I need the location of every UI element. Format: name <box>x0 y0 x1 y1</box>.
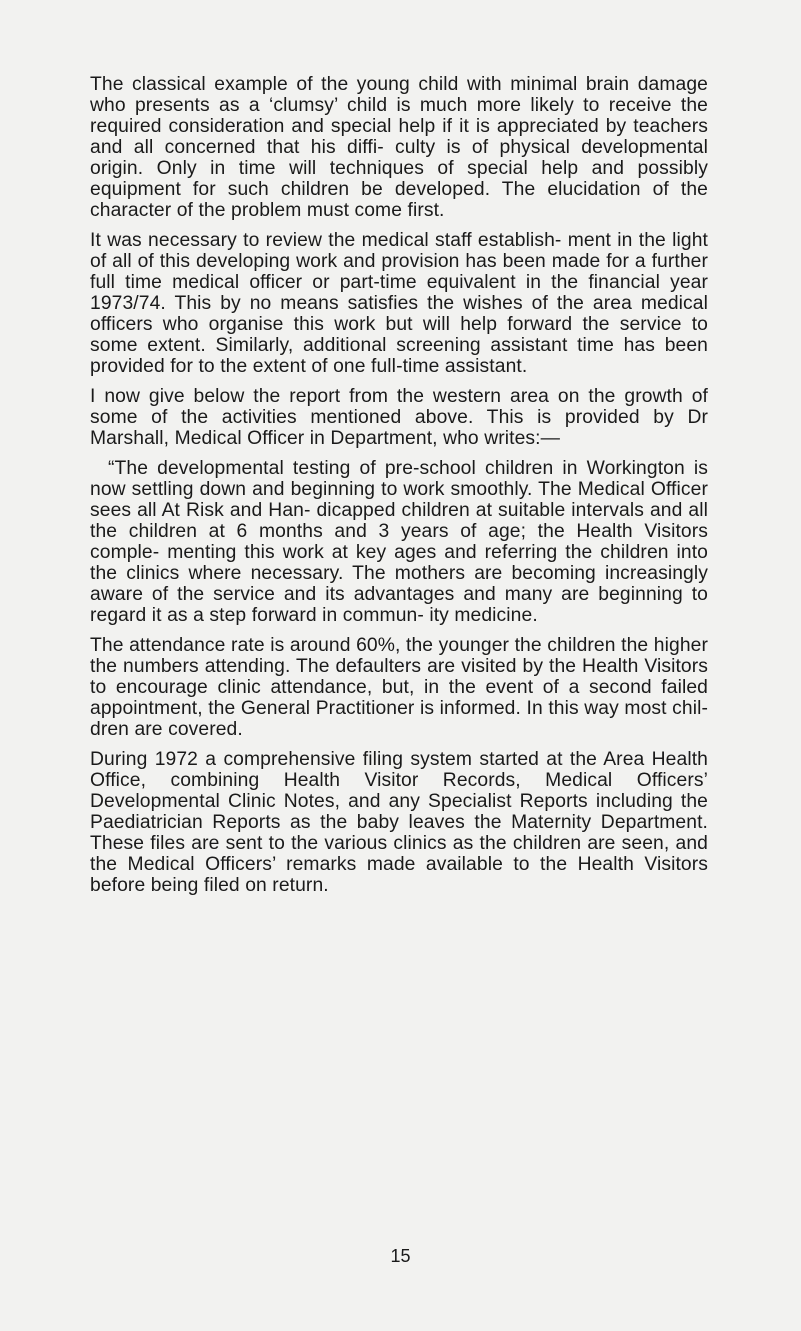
paragraph-filing-system: During 1972 a comprehensive filing system started at the Area Health Office, combining Health Visitor Records, Medical Officers’ Developmental Clinic Notes, and any Specialist Reports including the Paediatrician Reports as the baby leaves the Maternity Department. These files are sent to the various clinics as the children are seen, and the Medical Officers’ remarks made available to the Health Visitors before being filed on return. <box>90 749 708 896</box>
body-text <box>90 74 708 905</box>
paragraph-medical-staff: It was necessary to review the medical staff establish- ment in the light of all of this developing work and provision has been made for a further full time medical officer or part-time equivalent in the financial year 1973/74. This by no means satisfies the wishes of the area medical officers who organise this work but will help forward the service to some extent. Similarly, additional screening assistant time has been provided for to the extent of one full-time assistant. <box>90 230 708 377</box>
paragraph-developmental-testing: “The developmental testing of pre-school children in Workington is now settling down and beginning to work smoothly. The Medical Officer sees all At Risk and Han- dicapped children at suitable intervals and all the children at 6 months and 3 years of age; the Health Visitors comple- menting this work at key ages and referring the children into the clinics where necessary. The mothers are becoming increasingly aware of the service and its advantages and many are beginning to regard it as a step forward in commun- ity medicine. <box>90 458 708 626</box>
page-number: 15 <box>390 1246 411 1266</box>
paragraph-clumsy-child: The classical example of the young child with minimal brain damage who presents as a ‘clumsy’ child is much more likely to receive the required consideration and special help if it is appreciated by teachers and all concerned that his diffi- culty is of physical developmental origin. Only in time will techniques of special help and possibly equipment for such children be developed. The elucidation of the character of the problem must come first. <box>90 74 708 221</box>
paragraph-western-area-report: I now give below the report from the western area on the growth of some of the activities mentioned above. This is provided by Dr Marshall, Medical Officer in Department, who writes:— <box>90 386 708 449</box>
paragraph-attendance-rate: The attendance rate is around 60%, the younger the children the higher the numbers attending. The defaulters are visited by the Health Visitors to encourage clinic attendance, but, in the event of a second failed appointment, the General Practitioner is informed. In this way most chil- dren are covered. <box>90 635 708 740</box>
